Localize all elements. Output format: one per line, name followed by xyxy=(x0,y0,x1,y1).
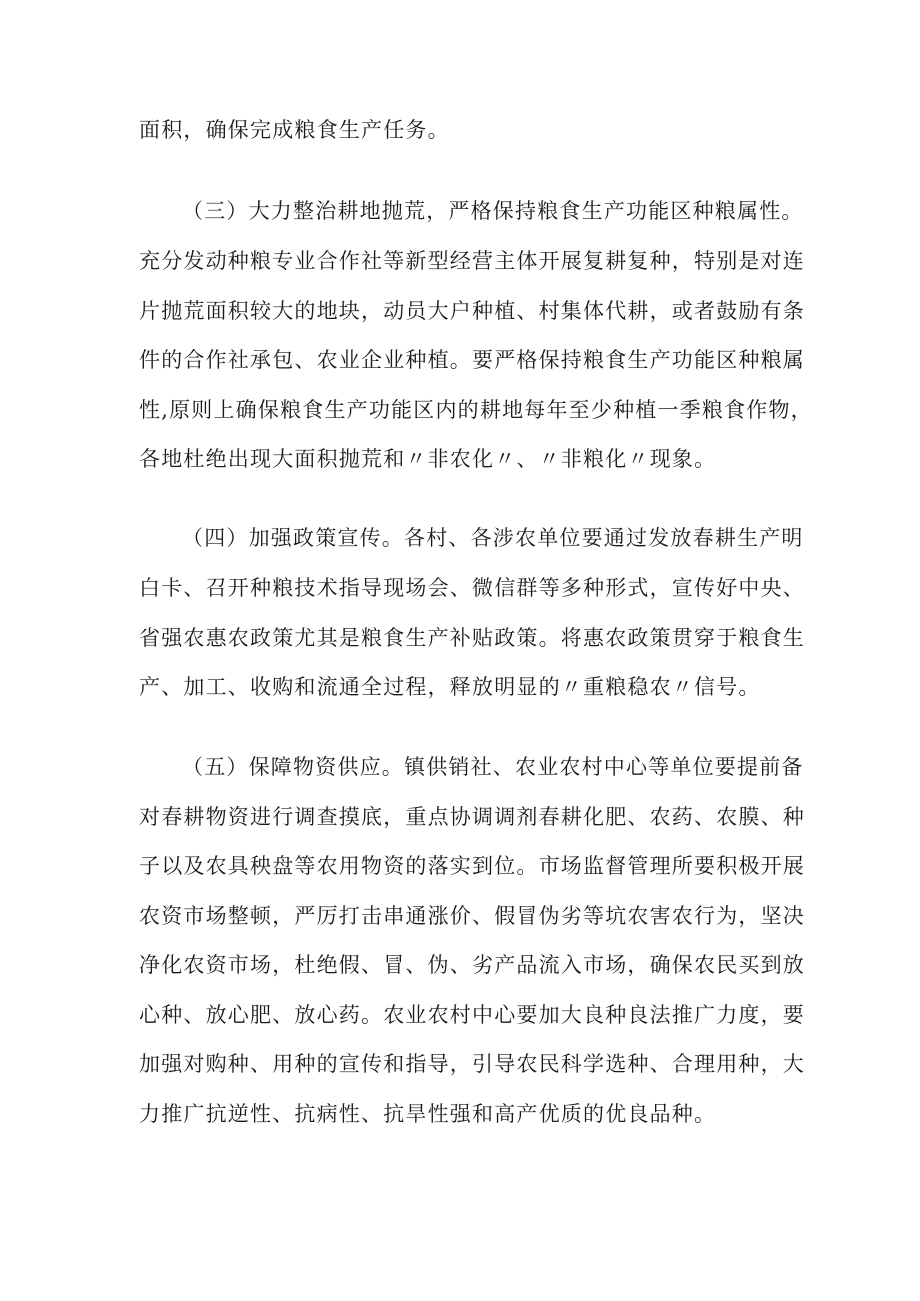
paragraph-line: 子以及农具秧盘等农用物资的落实到位。市场监督管理所要积极开展 xyxy=(139,854,805,878)
paragraph-line: 充分发动种粮专业合作社等新型经营主体开展复耕复种，特别是对连 xyxy=(139,249,805,273)
paragraph-line: 各地杜绝出现大面积抛荒和〃非农化〃、〃非粮化〃现象。 xyxy=(139,447,717,471)
paragraph-line: 加强对购种、用种的宣传和指导，引导农民科学选种、合理用种，大 xyxy=(139,1052,805,1076)
paragraph-line: 性,原则上确保粮食生产功能区内的耕地每年至少种植一季粮食作物， xyxy=(139,398,813,422)
paragraph-line: 片抛荒面积较大的地块，动员大户种植、村集体代耕，或者鼓励有条 xyxy=(139,299,805,323)
section-heading-line: （三）大力整治耕地抛荒，严格保持粮食生产功能区种粮属性。 xyxy=(182,199,804,223)
paragraph-line: 件的合作社承包、农业企业种植。要严格保持粮食生产功能区种粮属 xyxy=(139,348,805,372)
section-heading-line: （四）加强政策宣传。各村、各涉农单位要通过发放春耕生产明 xyxy=(182,526,804,550)
paragraph-line: 农资市场整顿，严厉打击串通涨价、假冒伪劣等坑农害农行为，坚决 xyxy=(139,904,805,928)
paragraph-line: 心种、放心肥、放心药。农业农村中心要加大良种良法推广力度，要 xyxy=(139,1003,805,1027)
paragraph-line: 力推广抗逆性、抗病性、抗旱性强和高产优质的优良品种。 xyxy=(139,1102,717,1126)
paragraph-line: 产、加工、收购和流通全过程，释放明显的〃重粮稳农〃信号。 xyxy=(139,675,761,699)
paragraph-line: 净化农资市场，杜绝假、冒、伪、劣产品流入市场，确保农民买到放 xyxy=(139,953,805,977)
paragraph-line: 对春耕物资进行调查摸底，重点协调调剂春耕化肥、农药、农膜、种 xyxy=(139,805,805,829)
paragraph-line: 面积，确保完成粮食生产任务。 xyxy=(139,118,450,142)
paragraph-line: 白卡、召开种粮技术指导现场会、微信群等多种形式，宣传好中央、 xyxy=(139,576,805,600)
section-heading-line: （五）保障物资供应。镇供销社、农业农村中心等单位要提前备 xyxy=(182,755,804,779)
paragraph-line: 省强农惠农政策尤其是粮食生产补贴政策。将惠农政策贯穿于粮食生 xyxy=(139,626,805,650)
